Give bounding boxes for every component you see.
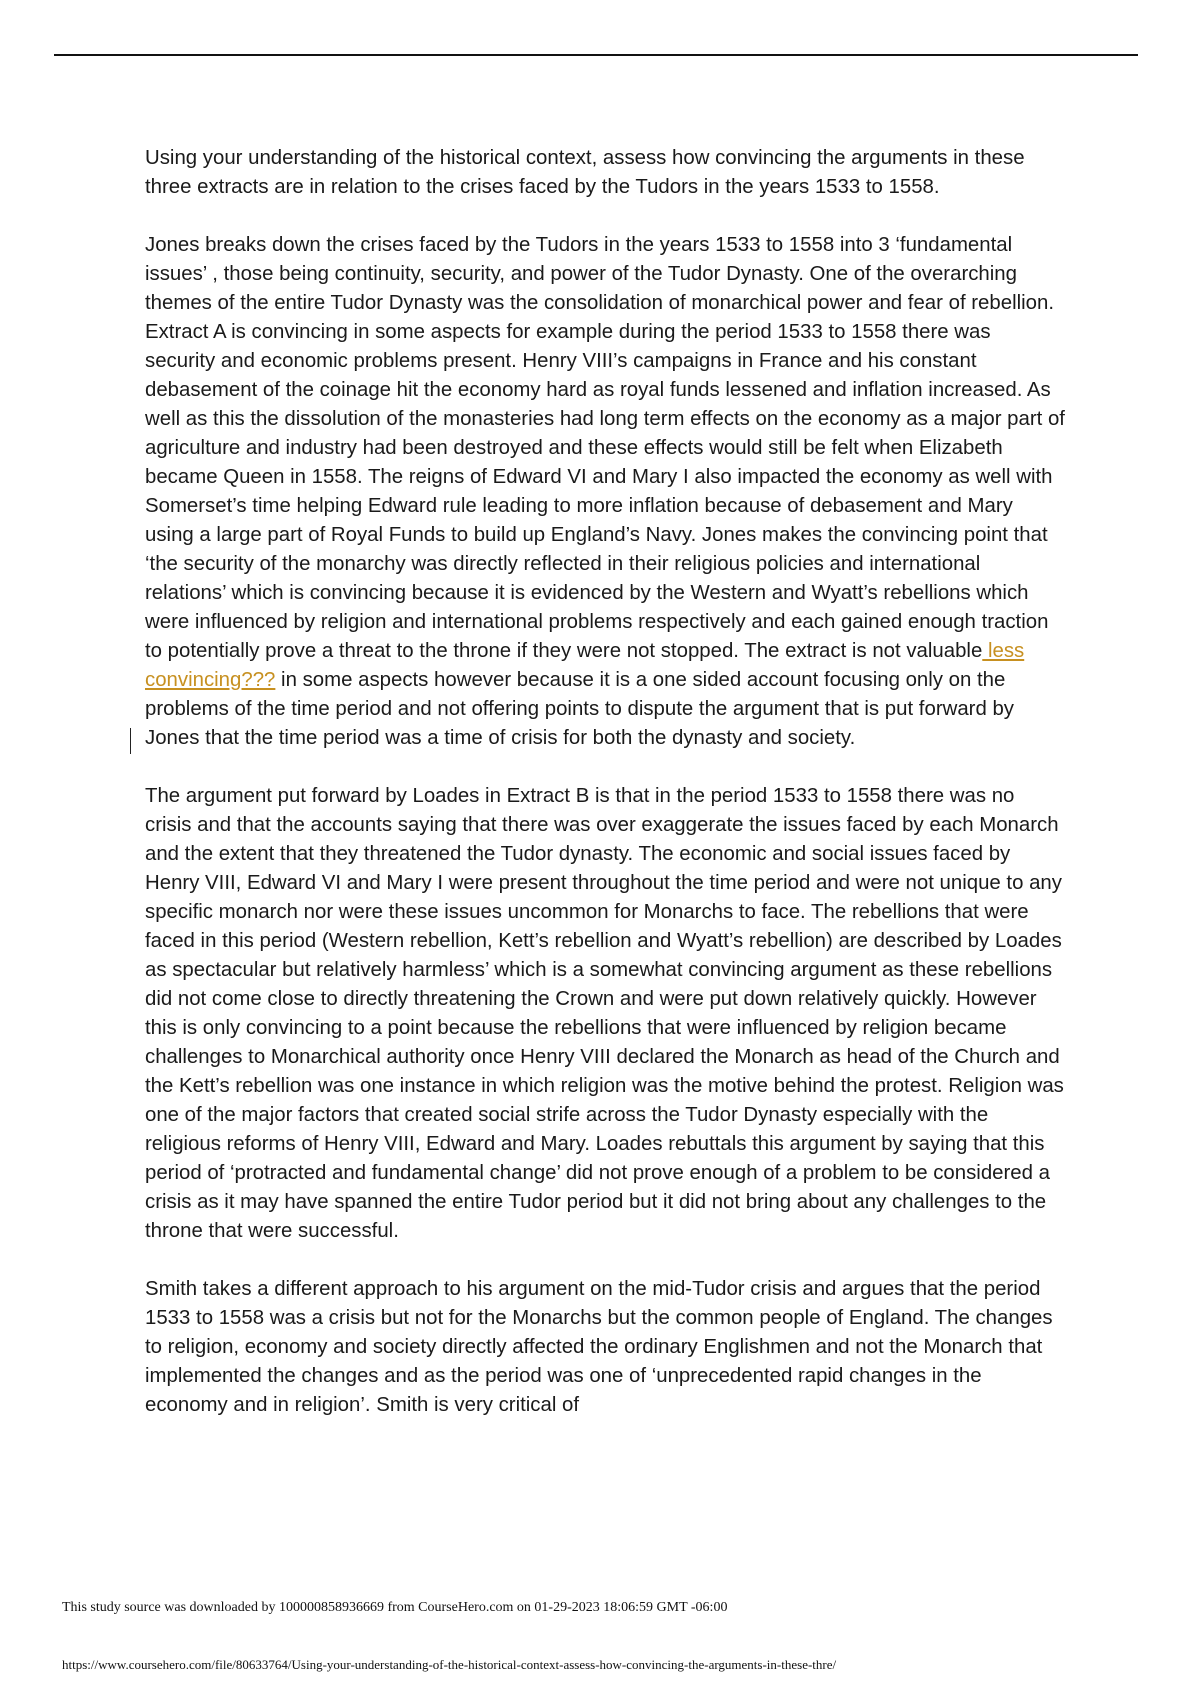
source-url-link[interactable]: https://www.coursehero.com/file/80633764/Using-your-understanding-of-the-historical-context-assess-how-convincing-the-arguments-in-these-thre/ [62, 1657, 837, 1672]
loades-paragraph: The argument put forward by Loades in Extract B is that in the period 1533 to 1558 there was no crisis and that the accounts saying that there was over exaggerate the issues faced by each Monarch and the extent that they threatened the Tudor dynasty. The economic and social issues faced by Henry VIII, Edward VI and Mary I were present throughout the time period and were not unique to any specific monarch nor were these issues uncommon for Monarchs to face. The rebellions that were faced in this period (Western rebellion, Kett’s rebellion and Wyatt’s rebellion) are described by Loades as spectacular but relatively harmless’ which is a somewhat convincing argument as these rebellions did not come close to directly threatening the Crown and were put down relatively quickly. However this is only convincing to a point because the rebellions that were influenced by religion became challenges to Monarchical authority once Henry VIII declared the Monarch as head of the Church and the Kett’s rebellion was one instance in which religion was the motive behind the protest. Religion was one of the major factors that created social strife across the Tudor Dynasty especially with the religious reforms of Henry VIII, Edward and Mary. Loades rebuttals this argument by saying that this period of ‘protracted and fundamental change’ did not prove enough of a problem to be considered a crisis as it may have spanned the entire Tudor period but it did not bring about any challenges to the throne that were successful. [145, 785, 1064, 1242]
jones-text-before: Jones breaks down the crises faced by the Tudors in the years 1533 to 1558 into 3 ‘fundamental issues’ , those being continuity, security, and power of the Tudor Dynasty. One of the overarching themes of the entire Tudor Dynasty was the consolidation of monarchical power and fear of rebellion. Extract A is convincing in some aspects for example during the period 1533 to 1558 there was security and economic problems present. Henry VIII’s campaigns in France and his constant debasement of the coinage hit the economy hard as royal funds lessened and inflation increased. As well as this the dissolution of the monasteries had long term effects on the economy as a major part of agriculture and industry had been destroyed and these effects would still be felt when Elizabeth became Queen in 1558. The reigns of Edward VI and Mary I also impacted the economy as well with Somerset’s time helping Edward rule leading to more inflation because of debasement and Mary using a large part of Royal Funds to build up England’s Navy. Jones makes the convincing point that ‘the security of the monarchy was directly reflected in their religious policies and international relations’ which is convincing because it is evidenced by the Western and Wyatt’s rebellions which were influenced by religion and international problems respectively and each gained enough traction to potentially prove a threat to the throne if they were not stopped. The extract is not valuable [145, 234, 1065, 662]
smith-paragraph: Smith takes a different approach to his argument on the mid-Tudor crisis and argues that the period 1533 to 1558 was a crisis but not for the Monarchs but the common people of England. The changes to religion, economy and society directly affected the ordinary Englishmen and not the Monarch that implemented the changes and as the period was one of ‘unprecedented rapid changes in the economy and in religion’. Smith is very critical of [145, 1278, 1053, 1416]
change-bar-marker [130, 728, 131, 754]
top-rule [54, 54, 1138, 56]
question-paragraph: Using your understanding of the historical context, assess how convincing the arguments in these three extracts are in relation to the crises faced by the Tudors in the years 1533 to 1558. [145, 147, 1025, 198]
document-body [145, 144, 1065, 1449]
jones-text-after: in some aspects however because it is a one sided account focusing only on the problems of the time period and not offering points to dispute the argument that is put forward by Jones that the time period was a time of crisis for both the dynasty and society. [145, 669, 1015, 749]
jones-paragraph [145, 231, 1065, 753]
download-notice: This study source was downloaded by 100000858936669 from CourseHero.com on 01-29-2023 18:06:59 GMT -06:00 [62, 1600, 728, 1615]
tracked-change-insertion[interactable]: less convincing??? [145, 640, 1025, 691]
